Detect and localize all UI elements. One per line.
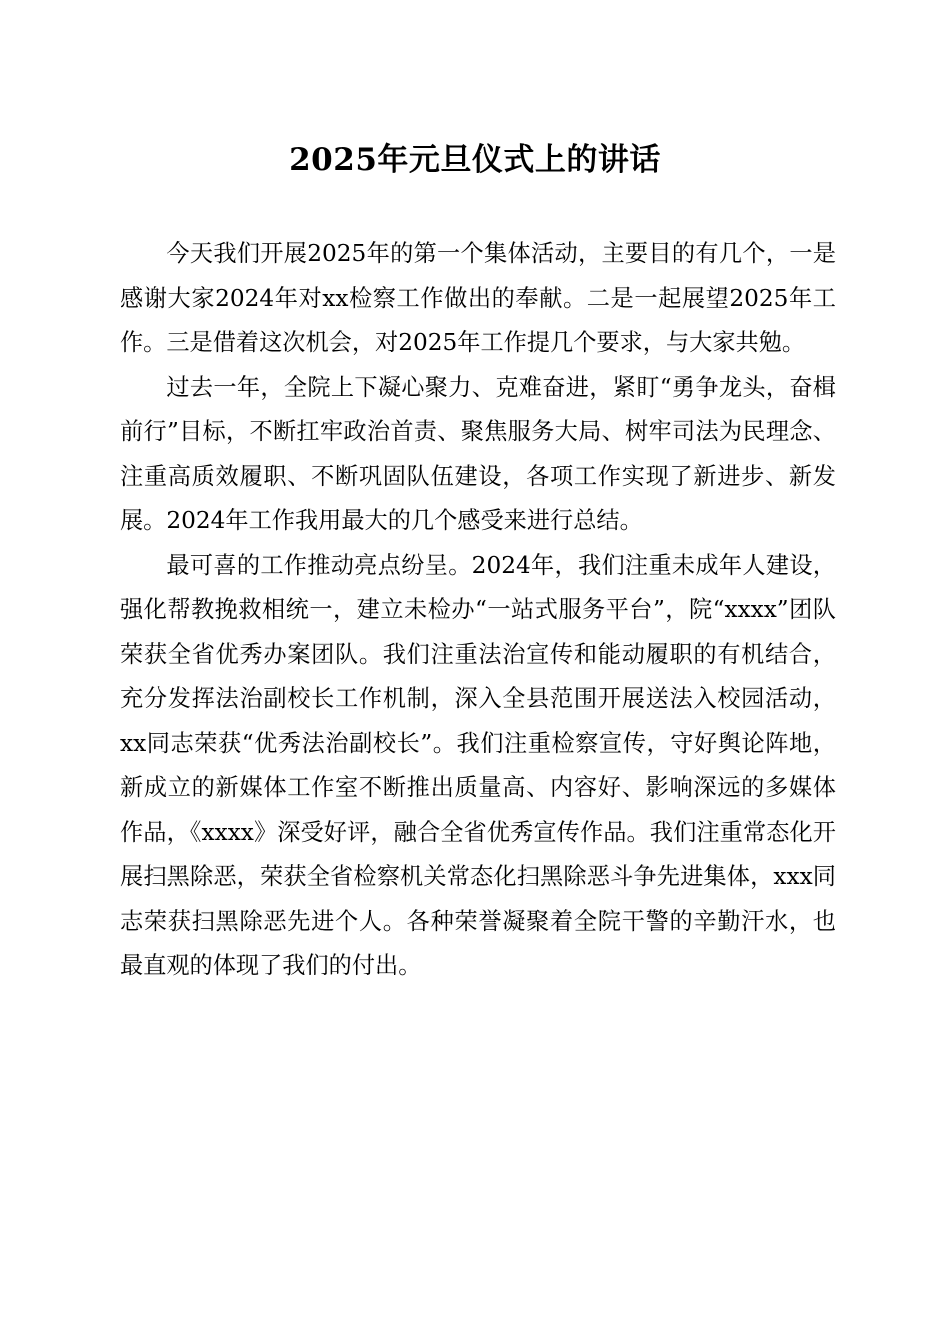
document-title: 2025年元旦仪式上的讲话 [289,142,661,178]
paragraph-1: 今天我们开展2025年的第一个集体活动，主要目的有几个，一是感谢大家2024年对xx检察工作做出的奉献。二是一起展望2025年工作。三是借着这次机会，对2025年工作提几个要求，与大家共勉。 [120,240,836,356]
paragraph-3: 最可喜的工作推动亮点纷呈。2024年，我们注重未成年人建设，强化帮教挽救相统一，建立未检办“一站式服务平台”，院“xxxx”团队荣获全省优秀办案团队。我们注重法治宣传和能动履职的有机结合，充分发挥法治副校长工作机制，深入全县范围开展送法入校园活动，xx同志荣获“优秀法治副校长”。我们注重检察宣传，守好舆论阵地，新成立的新媒体工作室不断推出质量高、内容好、影响深远的多媒体作品，《xxxx》深受好评，融合全省优秀宣传作品。我们注重常态化开展扫黑除恶，荣获全省检察机关常态化扫黑除恶斗争先进集体，xxx同志荣获扫黑除恶先进个人。各种荣誉凝聚着全院干警的辛勤汗水，也最直观的体现了我们的付出。 [120,551,836,979]
paragraph-2: 过去一年，全院上下凝心聚力、克难奋进，紧盯“勇争龙头，奋楫前行”目标，不断扛牢政治首责、聚焦服务大局、树牢司法为民理念、注重高质效履职、不断巩固队伍建设，各项工作实现了新进步、新发展。2024年工作我用最大的几个感受来进行总结。 [120,373,836,534]
document-body [120,232,836,989]
